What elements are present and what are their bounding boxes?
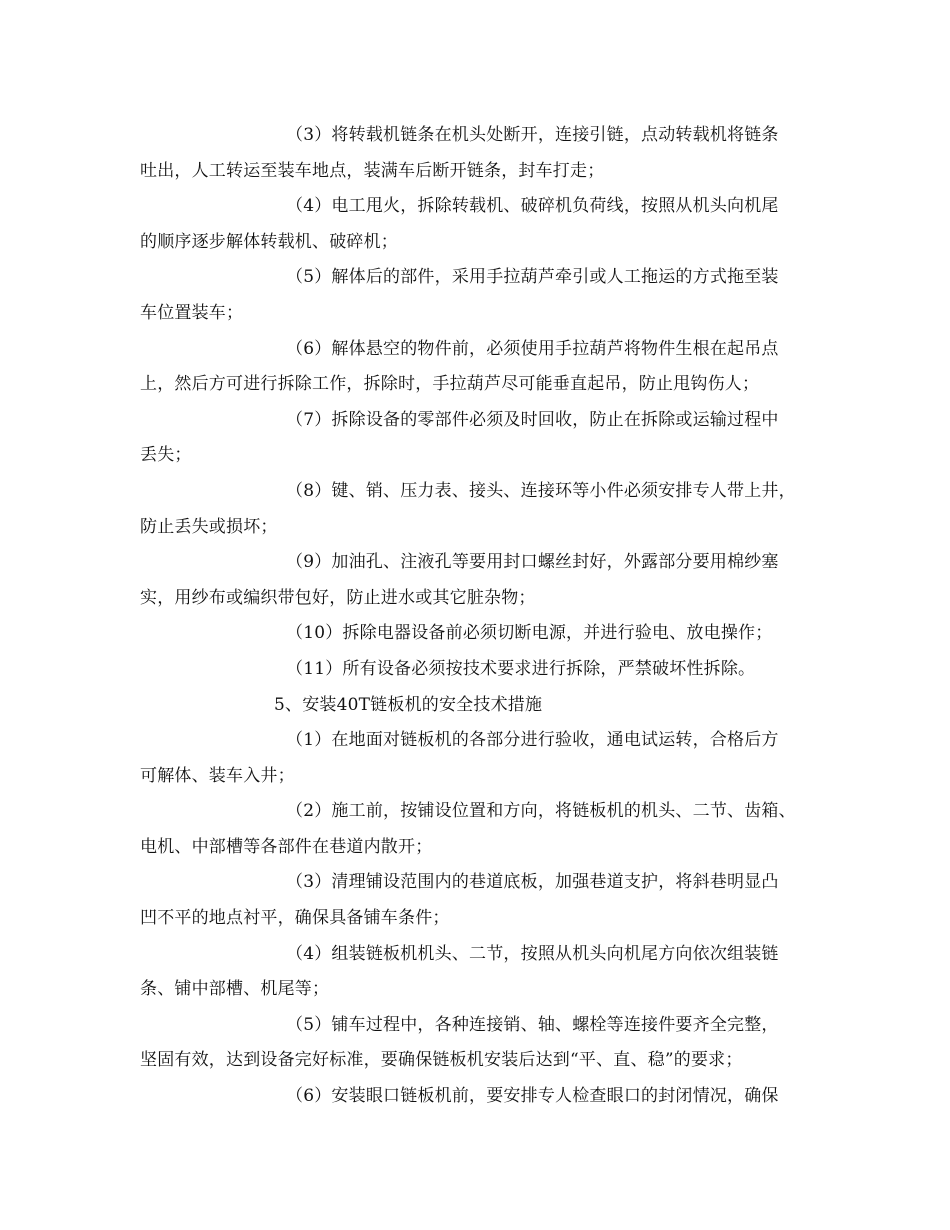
text-line: （7）拆除设备的零部件必须及时回收，防止在拆除或运输过程中 [286,409,779,430]
text-line: 丢失； [140,445,192,466]
text-line: （2）施工前，按铺设位置和方向，将链板机的机头、二节、齿箱、 [286,801,796,822]
text-line: 可解体、装车入井； [140,765,295,786]
document-body [140,118,820,1115]
text-line: （10）拆除电器设备前必须切断电源，并进行验电、放电操作； [286,623,773,644]
text-line: （5）解体后的部件，采用手拉葫芦牵引或人工拖运的方式拖至装 [286,267,779,288]
text-line: 防止丢失或损坏； [140,516,278,537]
text-line: （6）解体悬空的物件前，必须使用手拉葫芦将物件生根在起吊点 [286,338,779,359]
text-line: 吐出，人工转运至装车地点，装满车后断开链条，封车打走； [140,160,605,181]
text-line: （3）将转载机链条在机头处断开，连接引链，点动转载机将链条 [286,125,779,145]
text-line: 的顺序逐步解体转载机、破碎机； [140,231,398,252]
text-line: （11）所有设备必须按技术要求进行拆除，严禁破坏性拆除。 [286,658,756,679]
text-line: （3）清理铺设范围内的巷道底板，加强巷道支护，将斜巷明显凸 [286,872,779,893]
text-line: 凹不平的地点衬平，确保具备铺车条件； [140,908,450,929]
text-line: 电机、中部槽等各部件在巷道内散开； [140,836,433,857]
text-line: 条、铺中部槽、机尾等； [140,979,330,1000]
text-line: （4）组装链板机机头、二节，按照从机头向机尾方向依次组装链 [286,943,779,964]
text-line: 车位置装车； [140,302,244,323]
text-line: （4）电工甩火，拆除转载机、破碎机负荷线，按照从机头向机尾 [286,196,779,217]
text-line: 坚固有效，达到设备完好标准，要确保链板机安装后达到“平、直、稳”的要求； [140,1050,743,1071]
text-line: 实，用纱布或编织带包好，防止进水或其它脏杂物； [140,587,536,608]
text-line: （8）键、销、压力表、接头、连接环等小件必须安排专人带上井， [286,480,796,501]
text-line: （9）加油孔、注液孔等要用封口螺丝封好，外露部分要用棉纱塞 [286,552,779,573]
text-line: 上，然后方可进行拆除工作，拆除时，手拉葫芦尽可能垂直起吊，防止甩钩伤人； [140,374,760,395]
text-line: （1）在地面对链板机的各部分进行验收，通电试运转，合格后方 [286,730,779,751]
text-line: （6）安装眼口链板机前，要安排专人检查眼口的封闭情况，确保 [286,1086,779,1107]
text-line: （5）铺车过程中，各种连接销、轴、螺栓等连接件要齐全完整， [286,1014,779,1035]
section-heading: 5、安装40T链板机的安全技术措施 [274,694,543,715]
